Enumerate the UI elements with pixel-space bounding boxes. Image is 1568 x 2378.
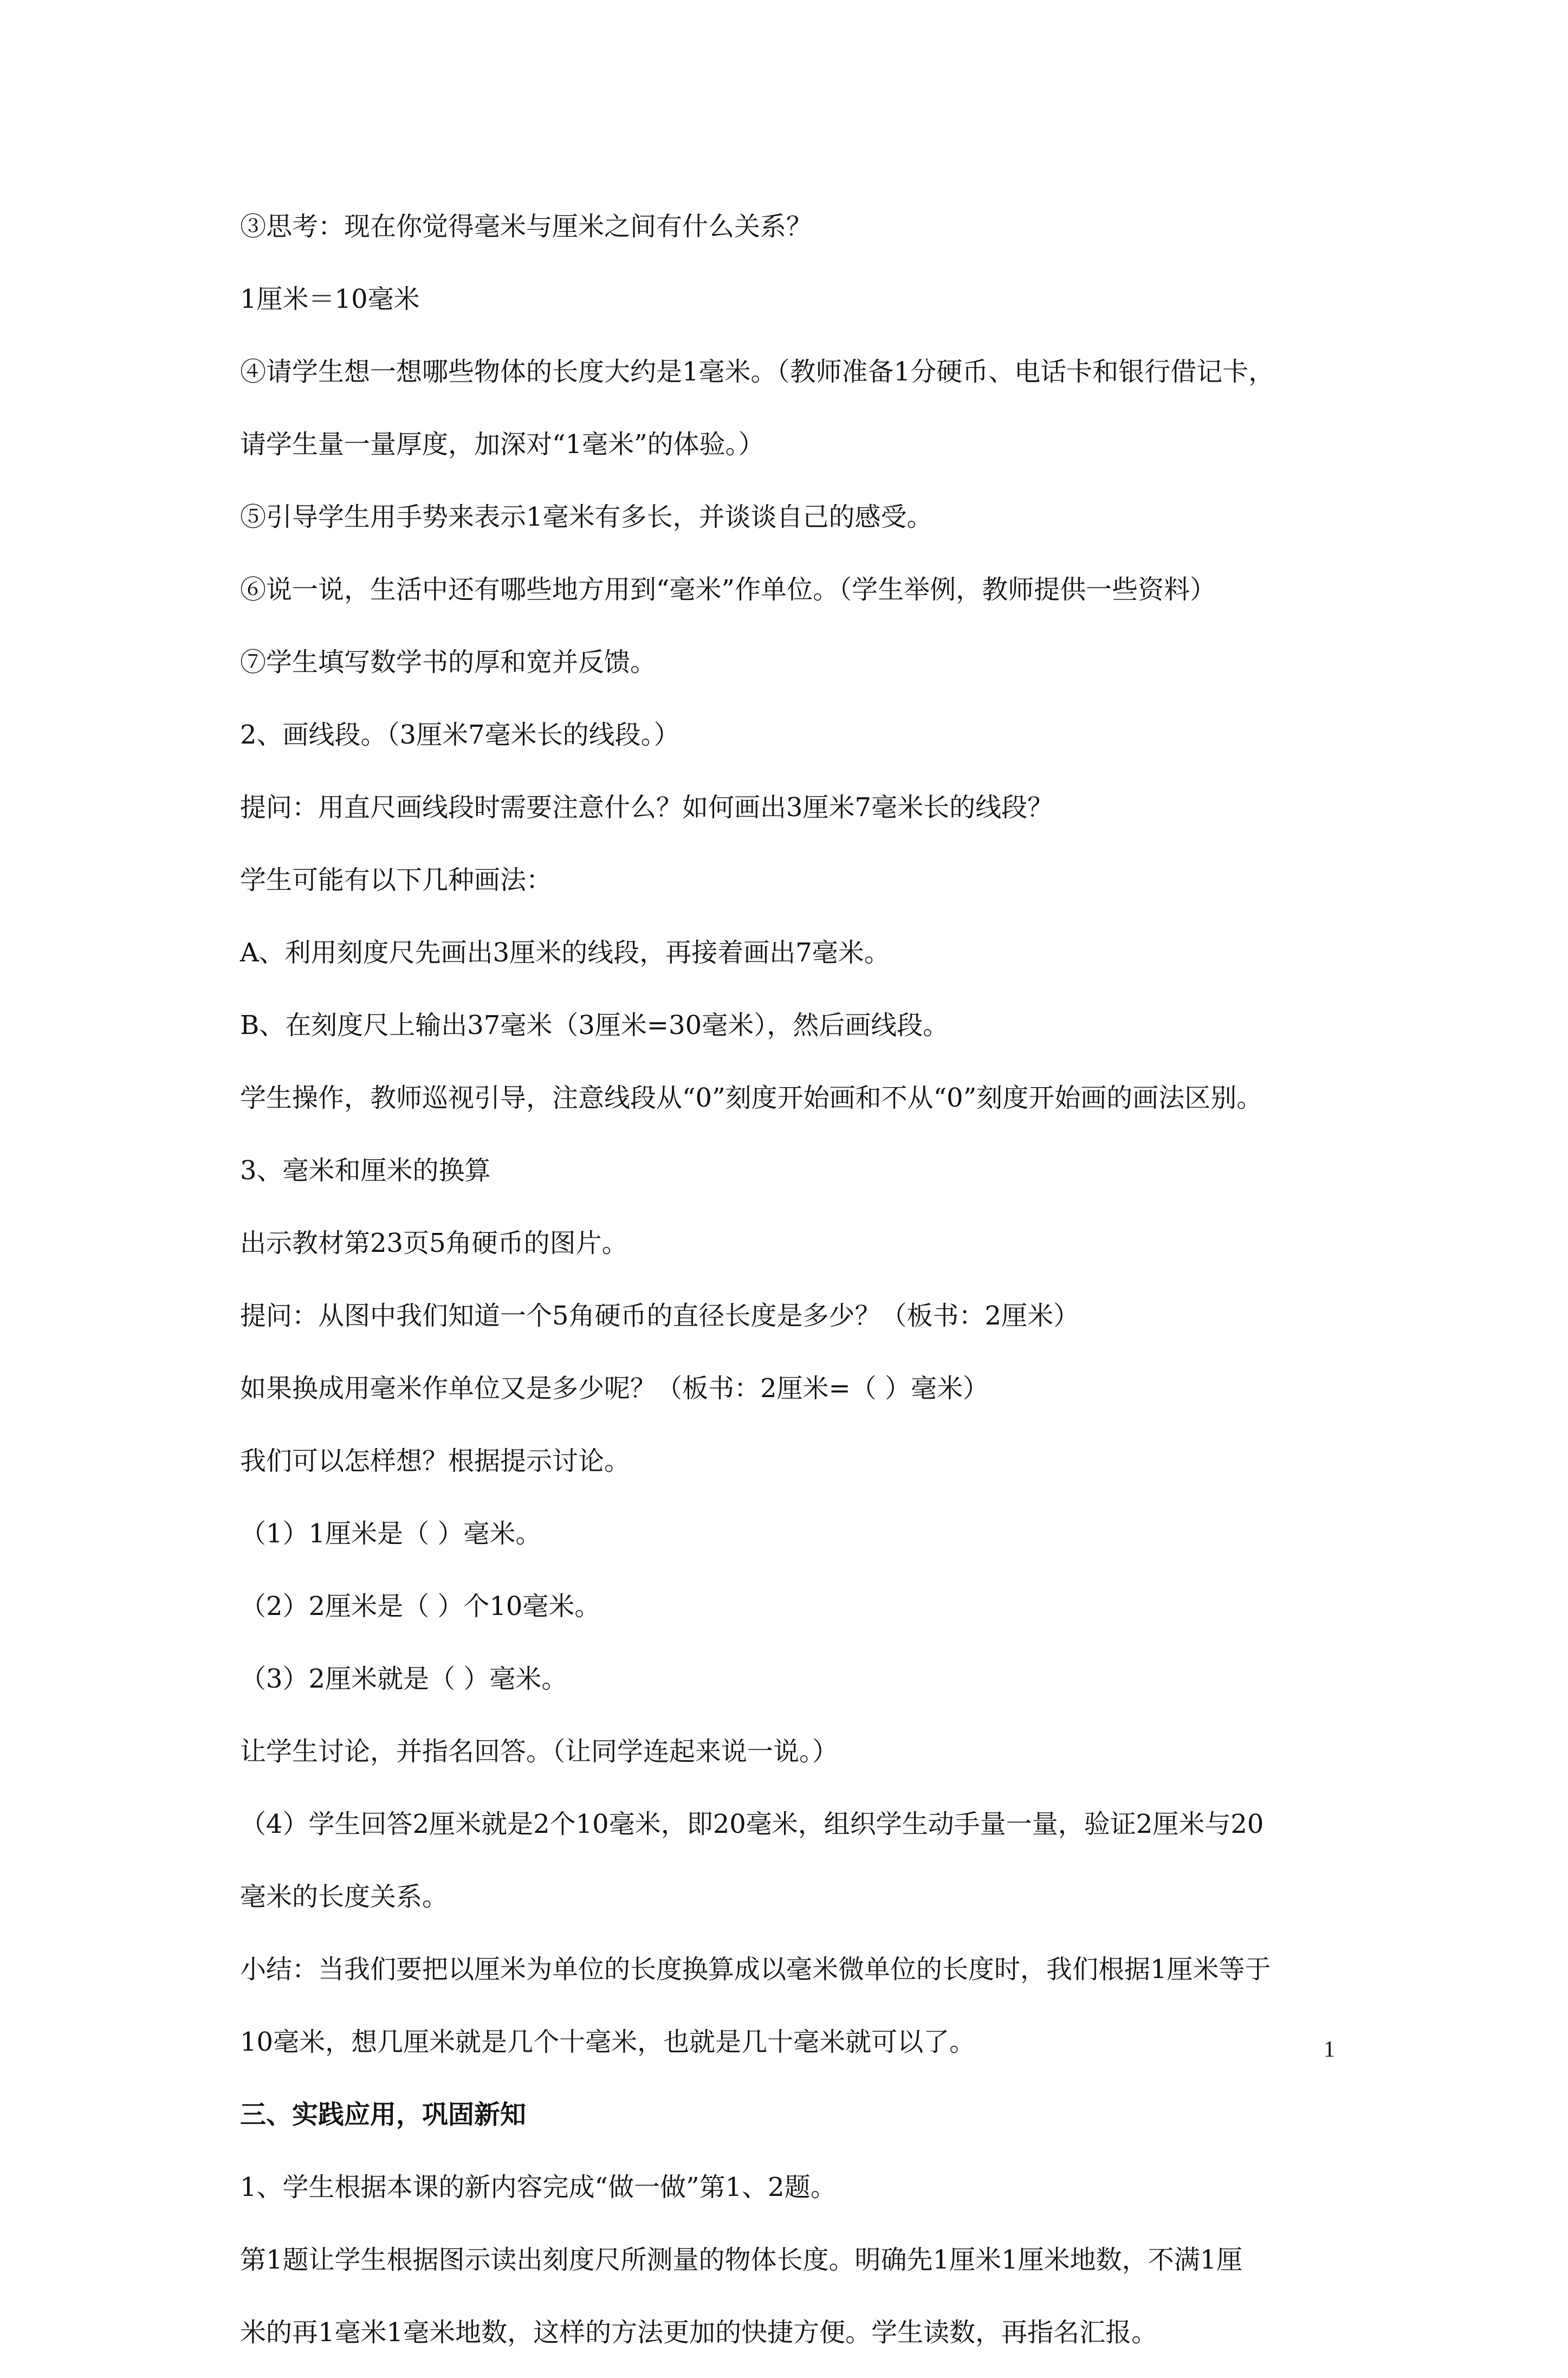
text-line: 提问：用直尺画线段时需要注意什么？如何画出3厘米7毫米长的线段？ [240,792,1054,823]
text-line: 米的再1毫米1毫米地数，这样的方法更加的快捷方便。学生读数，再指名汇报。 [240,2317,1158,2348]
section-heading: 三、实践应用，巩固新知 [240,2099,527,2130]
text-line: 2、画线段。（3厘米7毫米长的线段。） [240,720,680,750]
text-line: ⑦学生填写数学书的厚和宽并反馈。 [240,647,657,677]
text-line: 毫米的长度关系。 [240,1882,449,1912]
text-line: 学生可能有以下几种画法： [240,865,553,895]
text-line: ④请学生想一想哪些物体的长度大约是1毫米。（教师准备1分硬币、电话卡和银行借记卡， [240,357,1275,387]
text-line: 学生操作，教师巡视引导，注意线段从“0”刻度开始画和不从“0”刻度开始画的画法区别。 [240,1083,1263,1113]
text-line: 请学生量一量厚度，加深对“1毫米”的体验。） [240,429,764,460]
text-line: 我们可以怎样想？根据提示讨论。 [240,1446,631,1476]
text-line: ⑥说一说，生活中还有哪些地方用到“毫米”作单位。（学生举例，教师提供一些资料） [240,574,1216,605]
text-line: 1厘米＝10毫米 [240,284,420,314]
text-line: 如果换成用毫米作单位又是多少呢？（板书：2厘米=（ ）毫米） [240,1373,989,1404]
text-line: 第1题让学生根据图示读出刻度尺所测量的物体长度。明确先1厘米1厘米地数，不满1厘 [240,2245,1243,2275]
text-line: 3、毫米和厘米的换算 [240,1155,491,1186]
text-line: （3）2厘米就是（ ）毫米。 [240,1664,568,1694]
text-line: 小结：当我们要把以厘米为单位的长度换算成以毫米微单位的长度时，我们根据1厘米等于 [240,1954,1271,1985]
text-line: 提问：从图中我们知道一个5角硬币的直径长度是多少？（板书：2厘米） [240,1301,1080,1331]
text-line: ⑤引导学生用手势来表示1毫米有多长，并谈谈自己的感受。 [240,502,933,532]
text-line: ③思考：现在你觉得毫米与厘米之间有什么关系？ [240,211,813,242]
text-line: 10毫米，想几厘米就是几个十毫米，也就是几十毫米就可以了。 [240,2027,976,2057]
text-line: （4）学生回答2厘米就是2个10毫米，即20毫米，组织学生动手量一量，验证2厘米与20 [240,1809,1264,1839]
text-line: A、利用刻度尺先画出3厘米的线段，再接着画出7毫米。 [240,938,890,968]
text-line: 1、学生根据本课的新内容完成“做一做”第1、2题。 [240,2172,837,2202]
text-line: B、在刻度尺上输出37毫米（3厘米=30毫米），然后画线段。 [240,1010,949,1041]
text-line: （1）1厘米是（ ）毫米。 [240,1518,542,1549]
document-body [240,199,1351,2378]
text-line: （2）2厘米是（ ）个10毫米。 [240,1591,601,1621]
text-line: 让学生讨论，并指名回答。（让同学连起来说一说。） [240,1736,839,1767]
page-number: 1 [1324,2037,1335,2062]
text-line: 出示教材第23页5角硬币的图片。 [240,1228,628,1258]
